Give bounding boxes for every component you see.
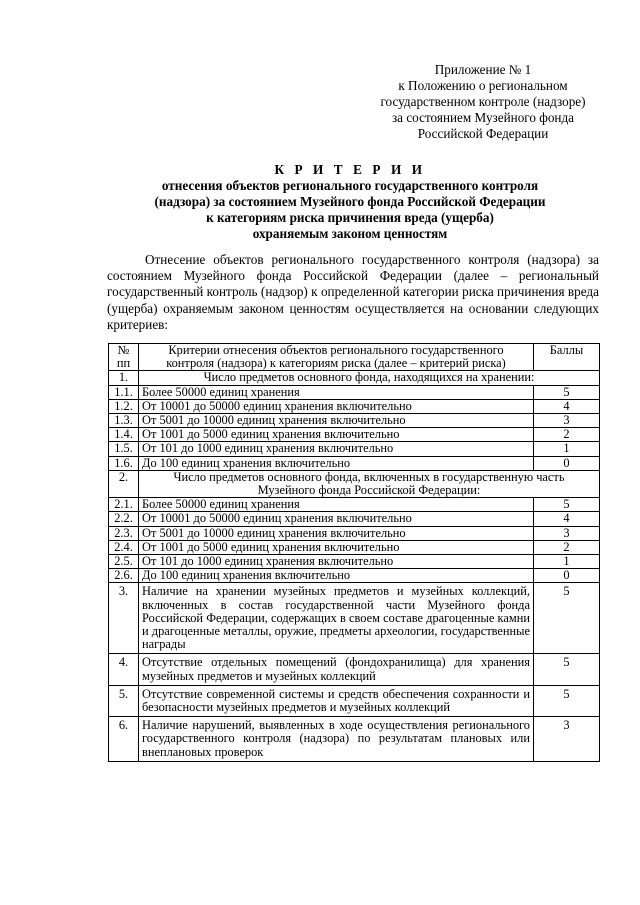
row-num: 1.5. xyxy=(109,442,139,456)
row-points: 1 xyxy=(534,555,600,569)
table-row xyxy=(109,399,600,413)
row-points: 0 xyxy=(534,456,600,470)
row-num: 1.2. xyxy=(109,399,139,413)
title-heading: К Р И Т Е Р И И xyxy=(274,162,426,177)
group-title: Число предметов основного фонда, находящихся на хранении: xyxy=(139,371,600,385)
table-row xyxy=(109,654,600,685)
row-points: 3 xyxy=(534,717,600,762)
row-points: 2 xyxy=(534,428,600,442)
group-num: 1. xyxy=(109,371,139,385)
row-text: Отсутствие отдельных помещений (фондохранилища) для хранения музейных предметов и музейных коллекций xyxy=(139,654,534,685)
row-text: От 101 до 1000 единиц хранения включительно xyxy=(139,555,534,569)
header-num: № пп xyxy=(109,344,139,371)
group-row xyxy=(109,371,600,385)
row-num: 4. xyxy=(109,654,139,685)
row-points: 4 xyxy=(534,512,600,526)
table-row xyxy=(109,498,600,512)
table-row xyxy=(109,428,600,442)
table-header-row xyxy=(109,344,600,371)
row-points: 2 xyxy=(534,540,600,554)
table-row xyxy=(109,512,600,526)
appendix-line: государственном контроле (надзоре) xyxy=(380,94,586,109)
table-row xyxy=(109,526,600,540)
row-points: 3 xyxy=(534,526,600,540)
group-row xyxy=(109,470,600,497)
row-num: 1.6. xyxy=(109,456,139,470)
table-row xyxy=(109,583,600,654)
row-points: 5 xyxy=(534,583,600,654)
document-title xyxy=(100,162,600,242)
row-points: 3 xyxy=(534,414,600,428)
row-text: От 1001 до 5000 единиц хранения включительно xyxy=(139,428,534,442)
table-row xyxy=(109,442,600,456)
row-points: 5 xyxy=(534,498,600,512)
row-points: 1 xyxy=(534,442,600,456)
appendix-line: Приложение № 1 xyxy=(434,62,532,77)
table-row xyxy=(109,385,600,399)
row-text: От 1001 до 5000 единиц хранения включительно xyxy=(139,540,534,554)
row-num: 2.5. xyxy=(109,555,139,569)
group-title: Число предметов основного фонда, включенных в государственную часть Музейного фонда Российской Федерации: xyxy=(139,470,600,497)
row-text: Наличие нарушений, выявленных в ходе осуществления регионального государственного контроля (надзора) по результатам плановых или внеплановых проверок xyxy=(139,717,534,762)
row-text: От 101 до 1000 единиц хранения включительно xyxy=(139,442,534,456)
row-num: 2.3. xyxy=(109,526,139,540)
appendix-line: за состоянием Музейного фонда xyxy=(391,110,575,125)
row-num: 1.4. xyxy=(109,428,139,442)
criteria-table xyxy=(108,343,600,762)
table-row xyxy=(109,414,600,428)
table-row xyxy=(109,540,600,554)
row-points: 0 xyxy=(534,569,600,583)
group-num: 2. xyxy=(109,470,139,497)
row-text: От 10001 до 50000 единиц хранения включительно xyxy=(139,512,534,526)
row-text: Отсутствие современной системы и средств обеспечения сохранности и безопасности музейных предметов и музейных коллекций xyxy=(139,685,534,716)
row-num: 1.3. xyxy=(109,414,139,428)
row-num: 2.4. xyxy=(109,540,139,554)
row-num: 2.2. xyxy=(109,512,139,526)
table-row xyxy=(109,685,600,716)
row-num: 1.1. xyxy=(109,385,139,399)
table-row xyxy=(109,456,600,470)
header-points: Баллы xyxy=(534,344,600,371)
row-points: 5 xyxy=(534,654,600,685)
table-row xyxy=(109,555,600,569)
appendix-line: к Положению о региональном xyxy=(398,78,568,93)
row-text: От 5001 до 10000 единиц хранения включительно xyxy=(139,526,534,540)
table-row xyxy=(109,569,600,583)
row-text: От 5001 до 10000 единиц хранения включительно xyxy=(139,414,534,428)
row-points: 4 xyxy=(534,399,600,413)
row-num: 3. xyxy=(109,583,139,654)
appendix-line: Российской Федерации xyxy=(417,126,549,141)
table-row xyxy=(109,717,600,762)
title-line: охраняемым законом ценностям xyxy=(252,226,448,241)
row-text: Наличие на хранении музейных предметов и музейных коллекций, включенных в состав государственной части Музейного фонда Российской Федерации, содержащих в своем составе драгоценные камни и драгоценные металлы, оружие, предметы археологии, государственные награды xyxy=(139,583,534,654)
row-text: Более 50000 единиц хранения xyxy=(139,498,534,512)
appendix-header xyxy=(372,62,594,142)
row-points: 5 xyxy=(534,685,600,716)
title-line: к категориям риска причинения вреда (ущерба) xyxy=(206,210,494,225)
row-num: 5. xyxy=(109,685,139,716)
row-num: 2.6. xyxy=(109,569,139,583)
title-line: (надзора) за состоянием Музейного фонда Российской Федерации xyxy=(154,194,546,209)
header-criteria: Критерии отнесения объектов регионального государственного контроля (надзора) к категориям риска (далее – критерий риска) xyxy=(139,344,534,371)
intro-paragraph: Отнесение объектов регионального государственного контроля (надзора) за состоянием Музейного фонда Российской Федерации (далее – региональный государственный контроль (надзор) к определенной категории риска причинения вреда (ущерба) охраняемым законом ценностям осуществляется на основании следующих критериев: xyxy=(107,252,599,332)
row-text: Более 50000 единиц хранения xyxy=(139,385,534,399)
row-points: 5 xyxy=(534,385,600,399)
row-text: До 100 единиц хранения включительно xyxy=(139,569,534,583)
row-text: От 10001 до 50000 единиц хранения включительно xyxy=(139,399,534,413)
title-line: отнесения объектов регионального государственного контроля xyxy=(161,178,539,193)
row-num: 6. xyxy=(109,717,139,762)
row-text: До 100 единиц хранения включительно xyxy=(139,456,534,470)
row-num: 2.1. xyxy=(109,498,139,512)
